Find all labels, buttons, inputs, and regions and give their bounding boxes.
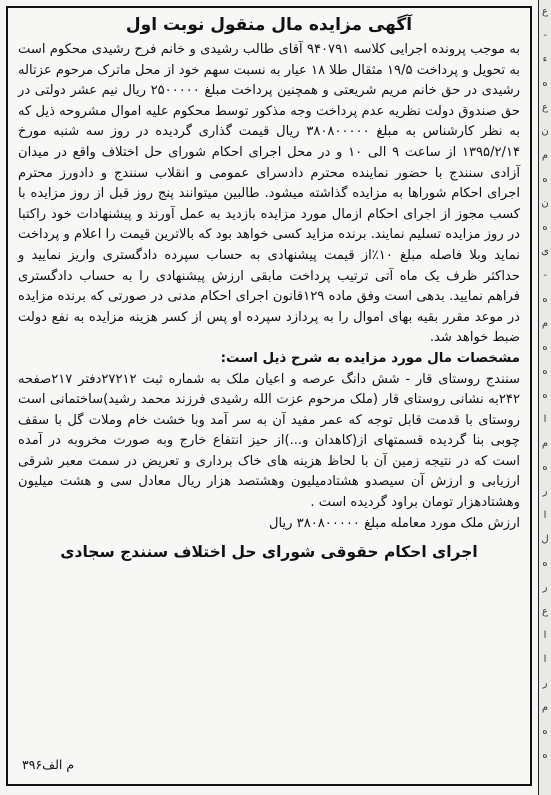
notice-body: به موجب پرونده اجرایی کلاسه ۹۴۰۷۹۱ آقای طالب رشیدی و خانم فرح رشیدی محکوم است به تحویل و پرداخت ۱۹/۵ مثقال طلا ۱۸ عیار به نسبت سهم خود از محل ماترک مرحوم عزتاله رشیدی در حق خانم مریم شریعتی و همچنین پرداخت مبلغ ۲۵۰۰۰۰۰ ریال نیم عشر دولتی در حق صندوق دولت نظریه عدم پرداخت وجه مذکور توسط محکوم علیه اموال مشروحه ذیل که به نظر کارشناس به مبلغ ۳۸۰۸۰۰۰۰۰ ریال قیمت گذاری گردیده در روز سه شنبه مورخ ۱۳۹۵/۲/۱۴ از ساعت ۹ الی ۱۰ و در محل اجرای احکام شورای حل اختلاف واقع در میدان آزادی سنندج با حضور نماینده محترم دادسرای عمومی و انقلاب سنندج و دادورز محترم اجرای احکام شوراها به مزایده گذاشته میشود. طالبین میتوانند پنج روز قبل از روز مزایده با کسب مجوز از اجرای احکام ازمال مورد مزایده بازدید به عمل آورند و پیشنهادات خود راکتبا در روز مزایده تسلیم نمایند. برنده مزاید کسی خواهد بود که بالاترین قیمت را اعلام و پرداخت نماید وبلا فاصله مبلغ ۱۰٪از قیمت پیشنهادی به حساب سپرده دادگستری واریز نمایید و حداکثر ظرف یک ماه آتی ترتیب پرداخت مابقی ارزش پیشنهادی را به حساب دادگستری فراهم نمایید. بدهی است وفق ماده ۱۲۹قانون اجرای احکام مدنی در صورتی که برنده مزایده در موعد مقرر بقیه بهای اموال را به پردازد سپرده او پس از کسر هزینه مزایده به نفع دولت ضبط خواهد شد. xyxy=(18,42,521,346)
edge-fragment: ل xyxy=(541,534,549,545)
auction-notice xyxy=(6,6,532,786)
edge-fragment: م xyxy=(541,438,549,449)
edge-fragment: ه xyxy=(542,294,548,305)
edge-fragment: ه xyxy=(542,726,548,737)
edge-fragment: م xyxy=(541,702,549,713)
edge-fragment: ه xyxy=(542,174,548,185)
edge-fragment: م xyxy=(541,318,549,329)
adjacent-column-edge xyxy=(538,0,551,795)
edge-fragment: ی xyxy=(541,246,549,257)
edge-fragment: ه xyxy=(542,366,548,377)
notice-title: آگهی مزایده مال منقول نوبت اول xyxy=(125,15,413,35)
edge-fragment: ا xyxy=(543,510,547,521)
edge-fragment: ن xyxy=(541,198,549,209)
edge-fragment: - xyxy=(543,270,547,281)
property-details: سنندج روستای قار - شش دانگ عرصه و اعیان ملک به شماره ثبت ۲۷۲۱۲دفتر ۲۱۷صفحه ۲۴۲به نشانی روستای قار (ملک مرحوم عزت الله رشیدی فرزند محمد رشید)ساختمانی است روستای با قدمت قابل توجه که عمر مفید آن به سر آمد وبا خشت خام وملات گل با سقف چوبی بنا گردیده قسمتهای از(کاهدان و...)از حیز انتفاع خارج وبه صورت مخروبه در آمده است که در نتیجه زمین آن با لحاظ هزینه های خاک برداری و تعریض در سمت معبر شرقی ارزیابی و ارزش آن سیصدو هشتادمیلیون وهشتصد هزار ریال معادل سی و هشت میلیون وهشتادهزار تومان براود گردیده است . xyxy=(18,371,520,511)
edge-fragment: ا xyxy=(543,414,547,425)
edge-fragment: ا xyxy=(543,630,547,641)
edge-fragment: ر xyxy=(542,582,548,593)
edge-fragment: ه xyxy=(542,222,548,233)
edge-fragment: م xyxy=(541,150,549,161)
issuer-signature: اجرای احکام حقوقی شورای حل اختلاف سنندج سجادی xyxy=(60,543,478,562)
edge-fragment: ر xyxy=(542,678,548,689)
edge-fragment: ن xyxy=(541,126,549,137)
edge-fragment: ع xyxy=(542,102,548,113)
edge-fragment: - xyxy=(543,30,547,41)
edge-fragment: ه xyxy=(542,78,548,89)
edge-fragment: ه xyxy=(542,750,548,761)
edge-fragment: ع xyxy=(542,6,548,17)
edge-fragment: ه xyxy=(542,558,548,569)
edge-fragment: ه xyxy=(542,342,548,353)
edge-fragment: ه xyxy=(542,390,548,401)
property-value-line: ارزش ملک مورد معامله مبلغ ۳۸۰۸۰۰۰۰۰ ریال xyxy=(269,515,520,531)
reference-number: م الف۳۹۶ xyxy=(22,757,75,772)
edge-fragment: ا xyxy=(543,654,547,665)
edge-fragment: ء xyxy=(542,54,548,65)
edge-fragment: ه xyxy=(542,462,548,473)
edge-fragment: ع xyxy=(542,606,548,617)
edge-fragment: ر xyxy=(542,486,548,497)
property-details-heading: مشخصات مال مورد مزایده به شرح ذیل است: xyxy=(220,350,520,366)
